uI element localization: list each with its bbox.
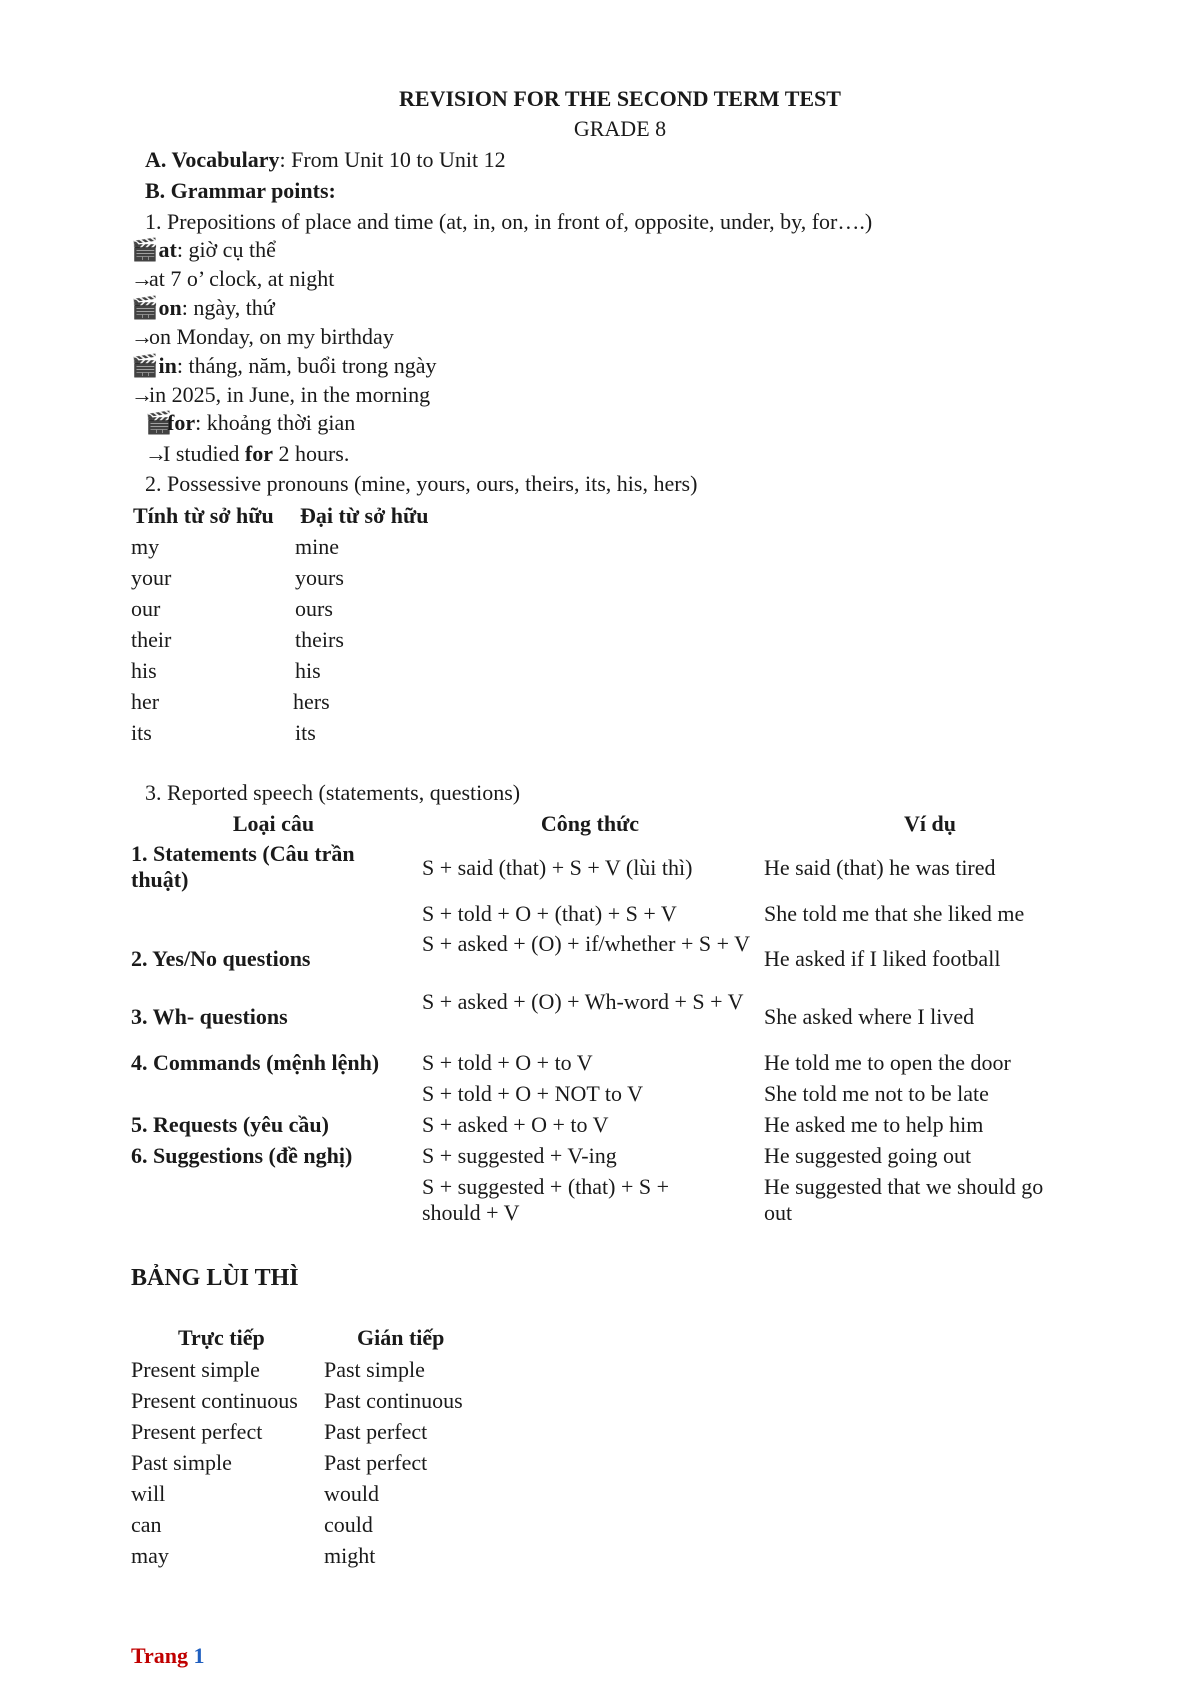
backshift-direct: may [131,1543,169,1568]
backshift-direct: Present continuous [131,1388,298,1413]
possessive-pron: mine [295,534,339,559]
reported-example: He suggested that we should go out [764,1174,1044,1226]
arrow-right-icon: → [131,266,153,291]
possessive-pron: its [295,720,316,745]
possessive-col1-header: Tính từ sở hữu [133,503,274,528]
possessive-adj: its [131,720,152,745]
prep-word: for [167,410,196,435]
prep-meaning: : khoảng thời gian [195,410,356,435]
prep-example: on Monday, on my birthday [149,324,394,349]
page-number: 1 [193,1643,205,1668]
backshift-indirect: could [324,1512,373,1537]
backshift-direct: Present perfect [131,1419,263,1444]
prep-word: at [158,237,177,262]
arrow-right-icon: → [131,382,153,407]
prep-at-line [131,237,276,263]
example-pre: I studied [163,441,245,466]
prep-in-line [131,353,437,379]
footer-label: Trang [131,1643,189,1668]
reported-header-example: Ví dụ [904,811,956,836]
prepositions-heading: 1. Prepositions of place and time (at, in, on, in front of, opposite, under, by, for….) [145,209,873,234]
reported-formula: S + said (that) + S + V (lùi thì) [422,855,693,880]
reported-type: 2. Yes/No questions [131,946,311,971]
possessive-pron: theirs [295,627,344,652]
prep-meaning: : ngày, thứ [181,295,275,320]
prep-for-example [145,441,349,467]
backshift-heading: BẢNG LÙI THÌ [131,1265,299,1291]
reported-heading: 3. Reported speech (statements, questions) [145,780,521,805]
example-post: 2 hours. [272,441,350,466]
reported-example: He asked if I liked football [764,946,1001,971]
prep-for-line [145,410,355,436]
backshift-direct: can [131,1512,162,1537]
possessive-adj: our [131,596,161,621]
reported-header-type: Loại câu [232,811,315,836]
reported-type: 4. Commands (mệnh lệnh) [131,1050,380,1075]
page-title: REVISION FOR THE SECOND TERM TEST [399,86,841,111]
grade-label: GRADE 8 [573,116,667,141]
reported-formula: S + asked + (O) + if/whether + S + V [422,931,751,956]
possessive-pron: his [295,658,321,683]
reported-example: He said (that) he was tired [764,855,996,880]
arrow-right-icon: → [145,441,167,466]
page-footer [131,1643,205,1669]
reported-example: She asked where I lived [764,1004,975,1029]
possessive-pron: yours [295,565,344,590]
reported-formula: S + suggested + (that) + S + should + V [422,1174,670,1226]
reported-formula: S + asked + (O) + Wh-word + S + V [422,989,744,1014]
reported-type: 5. Requests (yêu cầu) [131,1112,329,1137]
reported-example: He asked me to help him [764,1112,984,1137]
reported-formula: S + told + O + NOT to V [422,1081,643,1106]
clapperboard-icon: 🎬 [145,410,173,435]
prep-on-line [131,295,275,321]
possessive-adj: my [131,534,160,559]
reported-type: 6. Suggestions (đề nghị) [131,1143,353,1168]
reported-formula: S + told + O + to V [422,1050,593,1075]
grammar-heading: B. Grammar points: [145,178,336,203]
reported-formula: S + told + O + (that) + S + V [422,901,677,926]
possessive-pron: hers [293,689,330,714]
vocabulary-line [145,147,506,173]
vocabulary-text: : From Unit 10 to Unit 12 [279,147,506,172]
possessive-adj: your [131,565,172,590]
arrow-right-icon: → [131,324,153,349]
backshift-indirect: Past perfect [324,1419,428,1444]
clapperboard-icon: 🎬 [131,353,159,378]
reported-example: He suggested going out [764,1143,972,1168]
possessive-adj: their [131,627,172,652]
backshift-col2-header: Gián tiếp [357,1325,445,1350]
backshift-col1-header: Trực tiếp [178,1325,265,1350]
reported-type: 1. Statements (Câu trần thuật) [131,841,355,893]
vocabulary-label: A. Vocabulary [145,147,280,172]
backshift-indirect: Past simple [324,1357,425,1382]
possessive-adj: her [131,689,160,714]
backshift-direct: Present simple [131,1357,260,1382]
reported-formula: S + asked + O + to V [422,1112,609,1137]
possessive-adj: his [131,658,157,683]
reported-example: She told me not to be late [764,1081,989,1106]
prep-on-example [131,324,394,350]
backshift-indirect: Past continuous [324,1388,463,1413]
backshift-direct: will [131,1481,166,1506]
reported-formula: S + suggested + V-ing [422,1143,617,1168]
prep-meaning: : giờ cụ thể [176,237,276,262]
example-bold: for [244,441,273,466]
prep-at-example [131,266,334,292]
possessive-col2-header: Đại từ sở hữu [300,503,429,528]
reported-example: She told me that she liked me [764,901,1025,926]
clapperboard-icon: 🎬 [131,237,159,262]
possessive-heading: 2. Possessive pronouns (mine, yours, ours, theirs, its, his, hers) [145,471,698,496]
prep-example: at 7 o’ clock, at night [149,266,335,291]
prep-word: on [158,295,182,320]
possessive-pron: ours [295,596,333,621]
backshift-direct: Past simple [131,1450,232,1475]
reported-header-formula: Công thức [540,811,640,836]
reported-example: He told me to open the door [764,1050,1011,1075]
backshift-indirect: might [324,1543,376,1568]
reported-type: 3. Wh- questions [131,1004,288,1029]
backshift-indirect: would [324,1481,379,1506]
prep-word: in [158,353,177,378]
prep-example: in 2025, in June, in the morning [149,382,431,407]
clapperboard-icon: 🎬 [131,295,159,320]
prep-meaning: : tháng, năm, buổi trong ngày [176,353,437,378]
prep-in-example [131,382,430,408]
backshift-indirect: Past perfect [324,1450,428,1475]
